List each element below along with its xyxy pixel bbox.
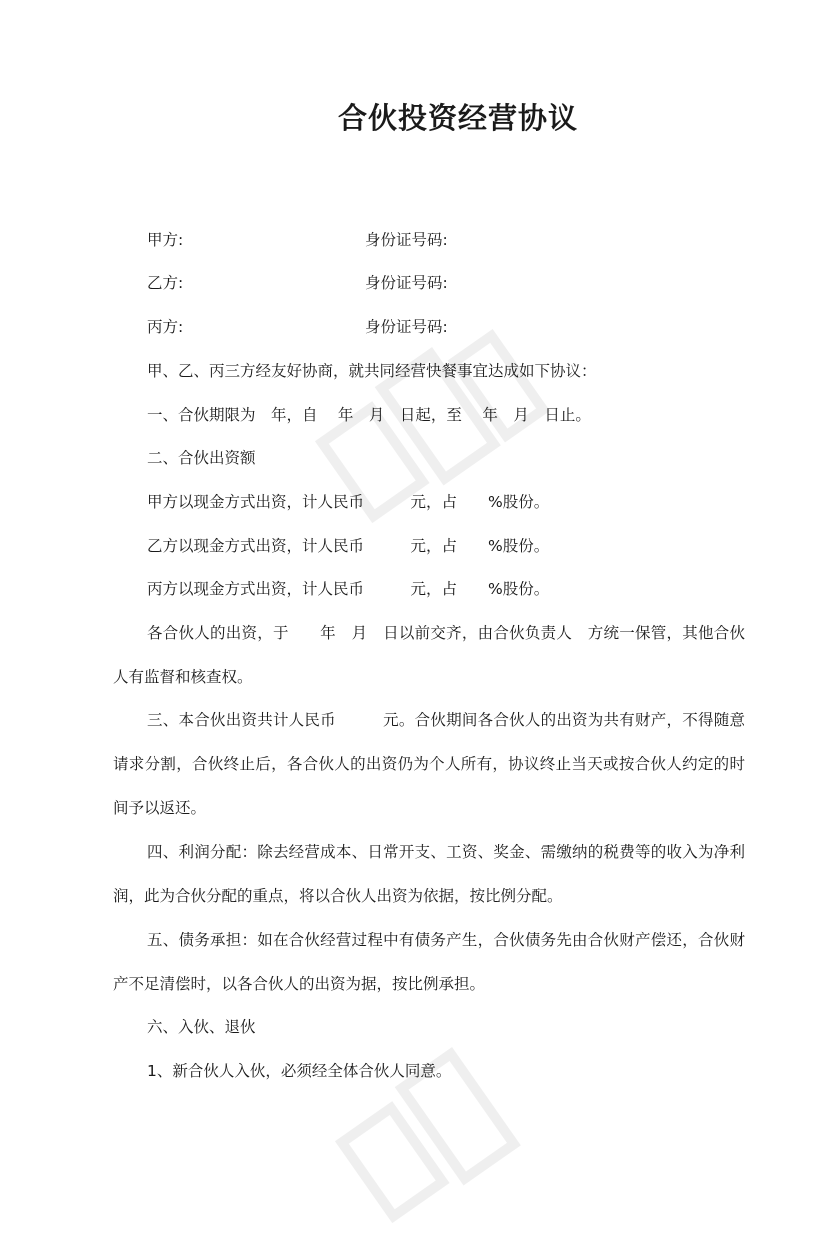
party-c-label: 丙方: <box>147 318 184 336</box>
clause-5-paragraph: 五、债务承担：如在合伙经营过程中有债务产生，合伙债务先由合伙财产偿还，合伙财产不足清偿时，以各合伙人的出资为据，按比例承担。 <box>113 931 745 993</box>
party-a-id-label: 身份证号码: <box>365 231 448 249</box>
contribution-note-paragraph: 各合伙人的出资，于 年 月 日以前交齐，由合伙负责人 方统一保管，其他合伙人有监督和核查权。 <box>113 624 745 686</box>
clause-6-heading: 六、入伙、退伙 <box>147 1018 256 1036</box>
contribution-party-a: 甲方以现金方式出资，计人民币 元，占 %股份。 <box>147 493 550 511</box>
party-a-label: 甲方: <box>147 231 184 249</box>
clause-1: 一、合伙期限为 年，自 年 月 日起，至 年 月 日止。 <box>147 406 591 424</box>
party-c-id-label: 身份证号码: <box>365 318 448 336</box>
clause-2-heading: 二、合伙出资额 <box>147 449 256 467</box>
contribution-party-c: 丙方以现金方式出资，计人民币 元，占 %股份。 <box>147 580 550 598</box>
clause-3-paragraph: 三、本合伙出资共计人民币 元。合伙期间各合伙人的出资为共有财产，不得随意请求分割，合伙终止后，各合伙人的出资仍为个人所有，协议终止当天或按合伙人约定的时间予以返还。 <box>113 711 745 817</box>
watermark-icon <box>300 310 560 570</box>
clause-4-paragraph: 四、利润分配：除去经营成本、日常开支、工资、奖金、需缴纳的税费等的收入为净利润，此为合伙分配的重点，将以合伙人出资为依据，按比例分配。 <box>113 843 745 905</box>
party-b-id-label: 身份证号码: <box>365 274 448 292</box>
contribution-party-b: 乙方以现金方式出资，计人民币 元，占 %股份。 <box>147 537 550 555</box>
party-b-label: 乙方: <box>147 274 184 292</box>
document-title: 合伙投资经营协议 <box>337 101 578 135</box>
clause-6-item-1: 1、新合伙人入伙，必须经全体合伙人同意。 <box>147 1062 452 1080</box>
intro-paragraph: 甲、乙、丙三方经友好协商，就共同经营快餐事宜达成如下协议： <box>147 362 597 380</box>
